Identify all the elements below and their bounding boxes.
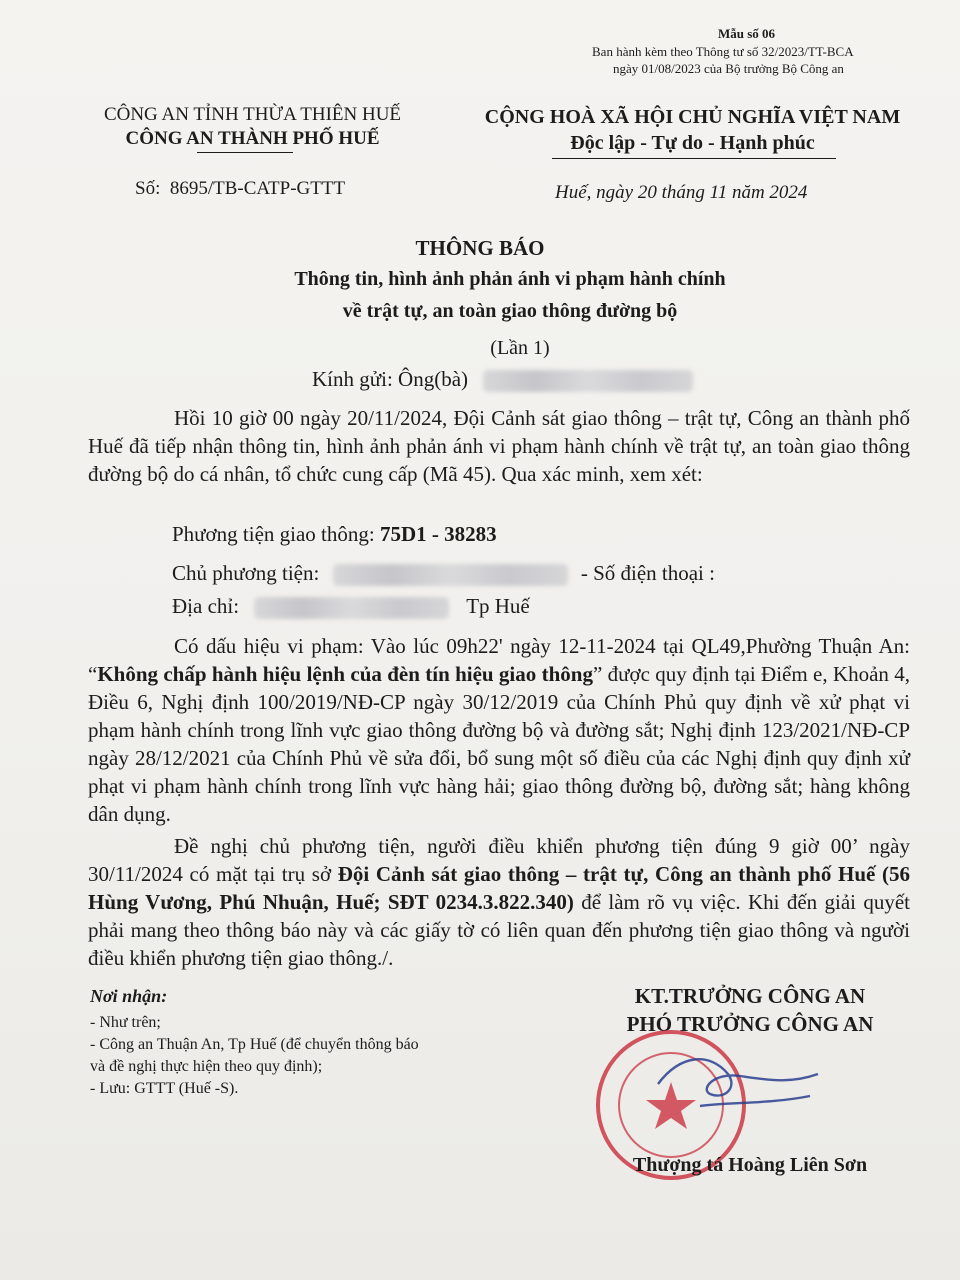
recipient-item: và đề nghị thực hiện theo quy định); bbox=[90, 1058, 323, 1075]
phone-label: - Số điện thoại : bbox=[580, 561, 715, 585]
address-city: Tp Huế bbox=[466, 594, 530, 618]
owner-label: Chủ phương tiện: bbox=[172, 561, 320, 585]
recipient-item: - Như trên; bbox=[90, 1014, 161, 1031]
owner-field bbox=[172, 561, 715, 586]
redacted-owner-name bbox=[333, 564, 568, 586]
vehicle-field bbox=[172, 522, 497, 547]
place-date: Huế, ngày 20 tháng 11 năm 2024 bbox=[555, 182, 808, 203]
greeting-label: Kính gửi: Ông(bà) bbox=[312, 367, 469, 391]
request-paragraph bbox=[88, 832, 910, 972]
document-number bbox=[135, 178, 345, 200]
notice-title: THÔNG BÁO bbox=[415, 236, 545, 260]
violation-paragraph bbox=[88, 632, 910, 828]
form-issued-line2: ngày 01/08/2023 của Bộ trưởng Bộ Công an bbox=[613, 61, 844, 76]
recipient-item: - Lưu: GTTT (Huế -S). bbox=[90, 1080, 239, 1097]
signer-name: Thượng tá Hoàng Liên Sơn bbox=[632, 1154, 868, 1176]
agency-name: CÔNG AN THÀNH PHỐ HUẾ bbox=[125, 128, 380, 149]
greeting bbox=[312, 367, 693, 392]
recipient-item: - Công an Thuận An, Tp Huế (để chuyển thông báo bbox=[90, 1036, 419, 1053]
document-number-label: Số: bbox=[135, 178, 161, 199]
signature-title-1: KT.TRƯỞNG CÔNG AN bbox=[634, 984, 866, 1008]
request-suffix: để làm rõ vụ việc. Khi đến giải quyết phải mang theo thông báo này và các giấy tờ có liên quan đến phương tiện giao thông và người điều khiển phương tiện giao thông./. bbox=[88, 890, 910, 970]
recipients-title: Nơi nhận: bbox=[90, 986, 168, 1006]
request-prefix: Đề nghị chủ phương tiện, người điều khiển phương tiện đúng 9 giờ 00’ ngày 30/11/2024 có mặt tại trụ sở bbox=[88, 834, 910, 886]
address-label: Địa chỉ: bbox=[172, 594, 240, 618]
notice-subtitle-1: Thông tin, hình ảnh phản ánh vi phạm hành chính bbox=[294, 268, 726, 290]
motto-underline bbox=[552, 158, 836, 159]
intro-paragraph: Hồi 10 giờ 00 ngày 20/11/2024, Đội Cảnh sát giao thông – trật tự, Công an thành phố Huế đã tiếp nhận thông tin, hình ảnh phản ánh vi phạm hành chính về trật tự, an toàn giao thông đường bộ do cá nhân, tổ chức cung cấp (Mã 45). Qua xác minh, xem xét: bbox=[88, 406, 910, 486]
agency-underline bbox=[197, 152, 293, 153]
form-issued-line1: Ban hành kèm theo Thông tư số 32/2023/TT-BCA bbox=[592, 44, 854, 59]
address-field bbox=[172, 594, 530, 619]
violation-suffix: ” được quy định tại Điểm e, Khoản 4, Điều 6, Nghị định 100/2019/NĐ-CP ngày 30/12/2019 của Chính Phủ quy định về xử phạt vi phạm hành chính trong lĩnh vực giao thông đường bộ và đường sắt; Nghị định 123/2021/NĐ-CP ngày 28/12/2021 của Chính Phủ về sửa đổi, bổ sung một số điều của các Nghị định quy định xử phạt vi phạm hành chính trong lĩnh vực hàng hải; giao thông đường bộ, đường sắt; hàng không dân dụng. bbox=[88, 662, 911, 826]
request-location: Đội Cảnh sát giao thông – trật tự, Công an thành phố Huế (56 Hùng Vương, Phú Nhuận, Huế; SĐT 0234.3.822.340) bbox=[88, 862, 910, 914]
agency-parent: CÔNG AN TỈNH THỪA THIÊN HUẾ bbox=[103, 104, 402, 125]
form-number: Mẫu số 06 bbox=[718, 26, 776, 41]
violation-prefix: Có dấu hiệu vi phạm: Vào lúc 09h22' ngày 12-11-2024 tại QL49,Phường Thuận An: “ bbox=[88, 634, 910, 686]
redacted-recipient-name bbox=[483, 370, 693, 392]
vehicle-label: Phương tiện giao thông: bbox=[172, 522, 375, 546]
nation-title: CỘNG HOÀ XÃ HỘI CHỦ NGHĨA VIỆT NAM bbox=[484, 106, 901, 128]
notice-iteration: (Lần 1) bbox=[490, 337, 550, 359]
redacted-address bbox=[254, 597, 449, 619]
document-number-value: 8695/TB-CATP-GTTT bbox=[169, 178, 346, 199]
notice-subtitle-2: về trật tự, an toàn giao thông đường bộ bbox=[342, 300, 678, 322]
signature-title-2: PHÓ TRƯỞNG CÔNG AN bbox=[626, 1012, 874, 1036]
handwritten-signature-icon bbox=[640, 1044, 840, 1144]
nation-motto: Độc lập - Tự do - Hạnh phúc bbox=[570, 132, 815, 154]
violation-description: Không chấp hành hiệu lệnh của đèn tín hiệu giao thông bbox=[97, 662, 593, 686]
vehicle-plate: 75D1 - 38283 bbox=[379, 522, 497, 546]
